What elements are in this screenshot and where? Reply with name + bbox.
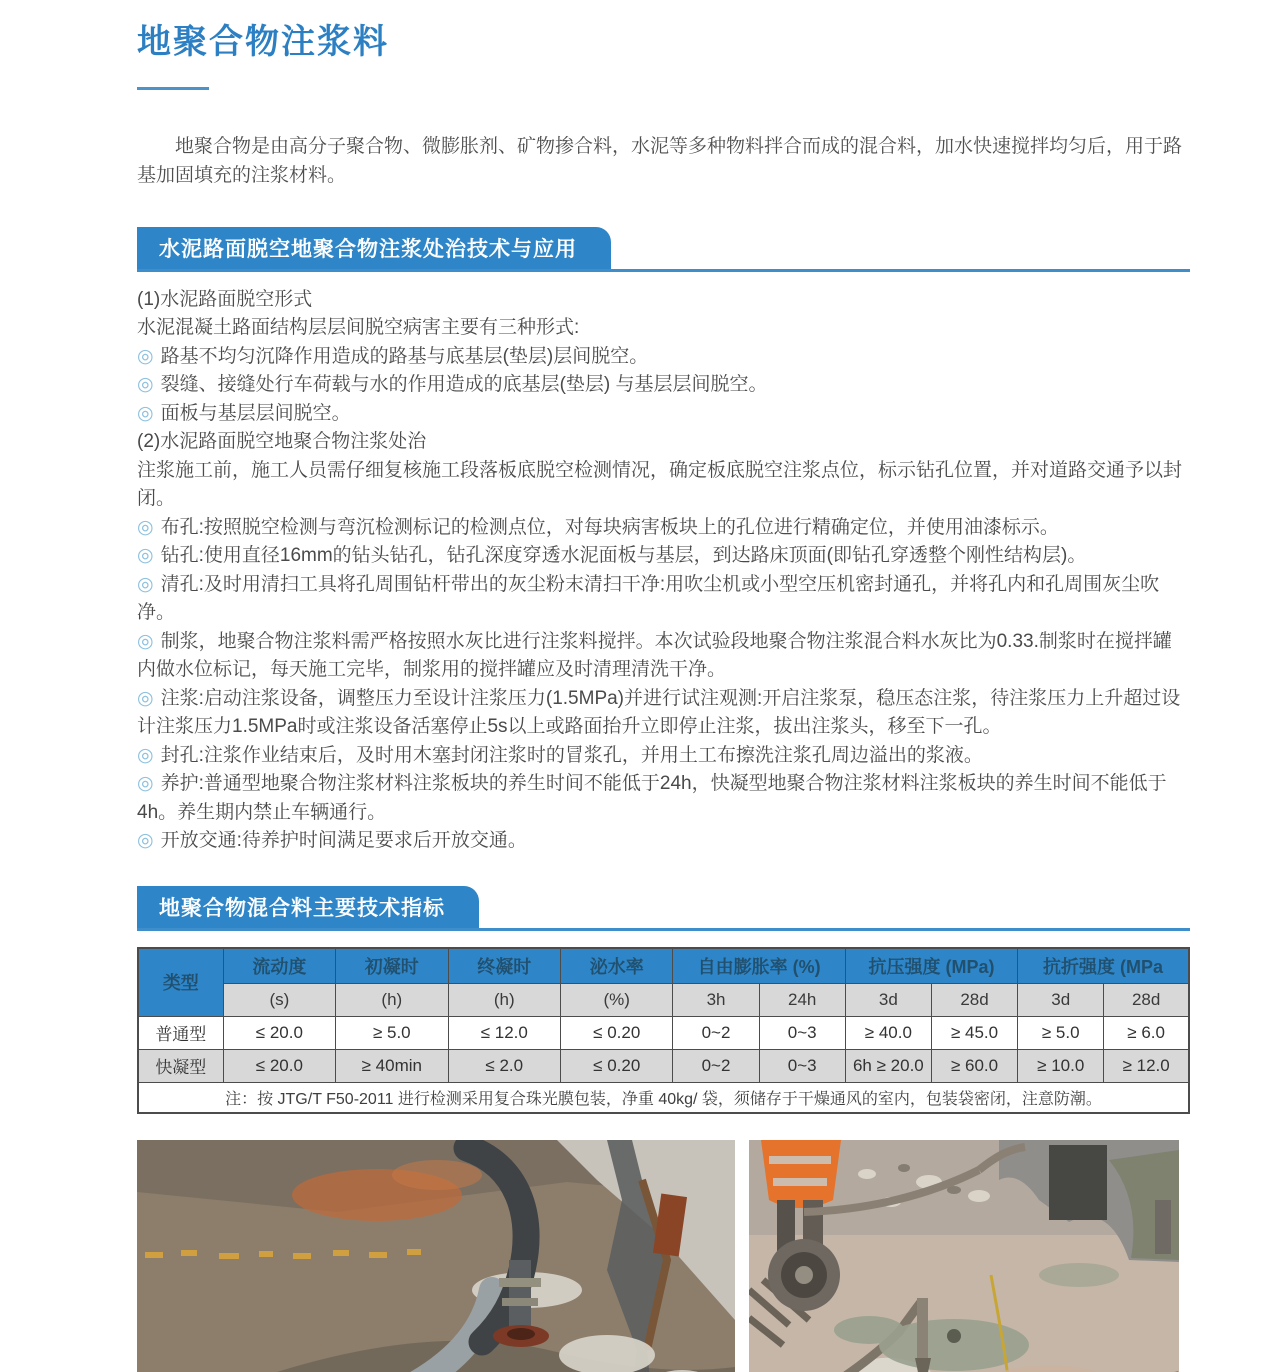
ring-bullet-icon: ◎ [137, 773, 154, 795]
column-subheader: 28d [1104, 983, 1189, 1016]
ring-bullet-icon: ◎ [137, 830, 154, 852]
technical-specs-table [137, 947, 1190, 1114]
list-item: ◎ 养护:普通型地聚合物注浆材料注浆板块的养生时间不能低于24h，快凝型地聚合物注浆材料注浆板块的养生时间不能低于4h。养生期内禁止车辆通行。 [137, 773, 1167, 823]
list-item: ◎ 布孔:按照脱空检测与弯沉检测标记的检测点位，对每块病害板块上的孔位进行精确定位，并使用油漆标示。 [137, 516, 1059, 538]
list-item: ◎ 面板与基层层间脱空。 [137, 402, 351, 424]
column-subheader: (h) [336, 983, 448, 1016]
table-note: 注：按 JTG/T F50-2011 进行检测采用复合珠光膜包装，净重 40kg/ 袋，须储存于干燥通风的室内，包装袋密闭，注意防潮。 [138, 1082, 1189, 1113]
page-content [137, 0, 1190, 1372]
text-line: (1)水泥路面脱空形式 [137, 288, 313, 310]
column-header: 抗折强度 (MPa [1018, 948, 1189, 984]
list-item: ◎ 路基不均匀沉降作用造成的路基与底基层(垫层)层间脱空。 [137, 345, 649, 367]
column-subheader: (%) [560, 983, 672, 1016]
ring-bullet-icon: ◎ [137, 402, 154, 424]
column-subheader: 3d [845, 983, 931, 1016]
table-row: 快凝型 ≤ 20.0 ≥ 40min ≤ 2.0 ≤ 0.20 0~2 0~3 6h ≥ 20.0 ≥ 60.0 ≥ 10.0 ≥ 12.0 [138, 1049, 1189, 1082]
column-header: 流动度 [223, 948, 335, 984]
column-header: 终凝时 [448, 948, 560, 984]
column-subheader: 3d [1018, 983, 1104, 1016]
table-header-row-2 [138, 983, 1189, 1016]
section2-banner [137, 886, 1190, 931]
ring-bullet-icon: ◎ [137, 630, 154, 652]
list-item: ◎ 注浆:启动注浆设备，调整压力至设计注浆压力(1.5MPa)并进行试注观测:开启注浆泵，稳压态注浆，待注浆压力上升超过设计注浆压力1.5MPa时或注浆设备活塞停止5s以上或路面抬升立即停止注浆，拔出注浆头，移至下一孔。 [137, 687, 1181, 738]
text-line: 注浆施工前，施工人员需仔细复核施工段落板底脱空检测情况，确定板底脱空注浆点位，标示钻孔位置，并对道路交通予以封闭。 [137, 459, 1183, 510]
list-item: ◎ 封孔:注浆作业结束后，及时用木塞封闭注浆时的冒浆孔，并用土工布擦洗注浆孔周边溢出的浆液。 [137, 744, 983, 766]
table-note-row [138, 1082, 1189, 1113]
row-type-cell: 普通型 [138, 1016, 223, 1049]
grouting-site-illustration [749, 1140, 1179, 1372]
row-type-cell: 快凝型 [138, 1049, 223, 1082]
section1-heading: 水泥路面脱空地聚合物注浆处治技术与应用 [137, 227, 611, 269]
column-subheader: 3h [673, 983, 759, 1016]
column-subheader: 24h [759, 983, 845, 1016]
list-item: ◎ 钻孔:使用直径16mm的钻头钻孔，钻孔深度穿透水泥面板与基层，到达路床顶面(即钻孔穿透整个刚性结构层)。 [137, 545, 1087, 567]
table-header-row-1 [138, 948, 1189, 984]
column-subheader: (h) [448, 983, 560, 1016]
pavement-grouting-illustration [137, 1140, 735, 1372]
ring-bullet-icon: ◎ [137, 573, 154, 595]
table-row: 普通型 ≤ 20.0 ≥ 5.0 ≤ 12.0 ≤ 0.20 0~2 0~3 ≥ 40.0 ≥ 45.0 ≥ 5.0 ≥ 6.0 [138, 1016, 1189, 1049]
column-subheader: (s) [223, 983, 335, 1016]
ring-bullet-icon: ◎ [137, 687, 154, 709]
text-line: 水泥混凝土路面结构层层间脱空病害主要有三种形式: [137, 317, 580, 339]
photo-grouting-site-worker-and-equipment [749, 1140, 1179, 1372]
intro-paragraph: 地聚合物是由高分子聚合物、微膨胀剂、矿物掺合料，水泥等多种物料拌合而成的混合料，加水快速搅拌均匀后，用于路基加固填充的注浆材料。 [137, 136, 1183, 187]
list-item: ◎ 开放交通:待养护时间满足要求后开放交通。 [137, 830, 527, 852]
title-underline-bar [137, 87, 209, 90]
ring-bullet-icon: ◎ [137, 744, 154, 766]
ring-bullet-icon: ◎ [137, 345, 154, 367]
column-header: 泌水率 [560, 948, 672, 984]
section2-heading: 地聚合物混合料主要技术指标 [137, 886, 479, 928]
ring-bullet-icon: ◎ [137, 374, 154, 396]
column-header: 自由膨胀率 (%) [673, 948, 845, 984]
ring-bullet-icon: ◎ [137, 545, 154, 567]
text-line: (2)水泥路面脱空地聚合物注浆处治 [137, 431, 427, 453]
list-item: ◎ 裂缝、接缝处行车荷载与水的作用造成的底基层(垫层) 与基层层间脱空。 [137, 374, 768, 396]
list-item: ◎ 清孔:及时用清扫工具将孔周围钻杆带出的灰尘粉末清扫干净:用吹尘机或小型空压机密封通孔，并将孔内和孔周围灰尘吹净。 [137, 573, 1160, 624]
photo-gallery [137, 1140, 1190, 1372]
section1-body [137, 286, 1190, 856]
column-subheader: 28d [931, 983, 1017, 1016]
ring-bullet-icon: ◎ [137, 516, 154, 538]
section1-banner [137, 227, 1190, 272]
column-header: 抗压强度 (MPa) [845, 948, 1017, 984]
photo-grouting-hose-on-damaged-pavement [137, 1140, 735, 1372]
column-header: 初凝时 [336, 948, 448, 984]
list-item: ◎ 制浆，地聚合物注浆料需严格按照水灰比进行注浆料搅拌。本次试验段地聚合物注浆混合料水灰比为0.33.制浆时在搅拌罐内做水位标记，每天施工完毕，制浆用的搅拌罐应及时清理清洗干净。 [137, 630, 1172, 681]
page-title: 地聚合物注浆料 [137, 23, 389, 61]
column-header-type: 类型 [138, 948, 223, 1017]
